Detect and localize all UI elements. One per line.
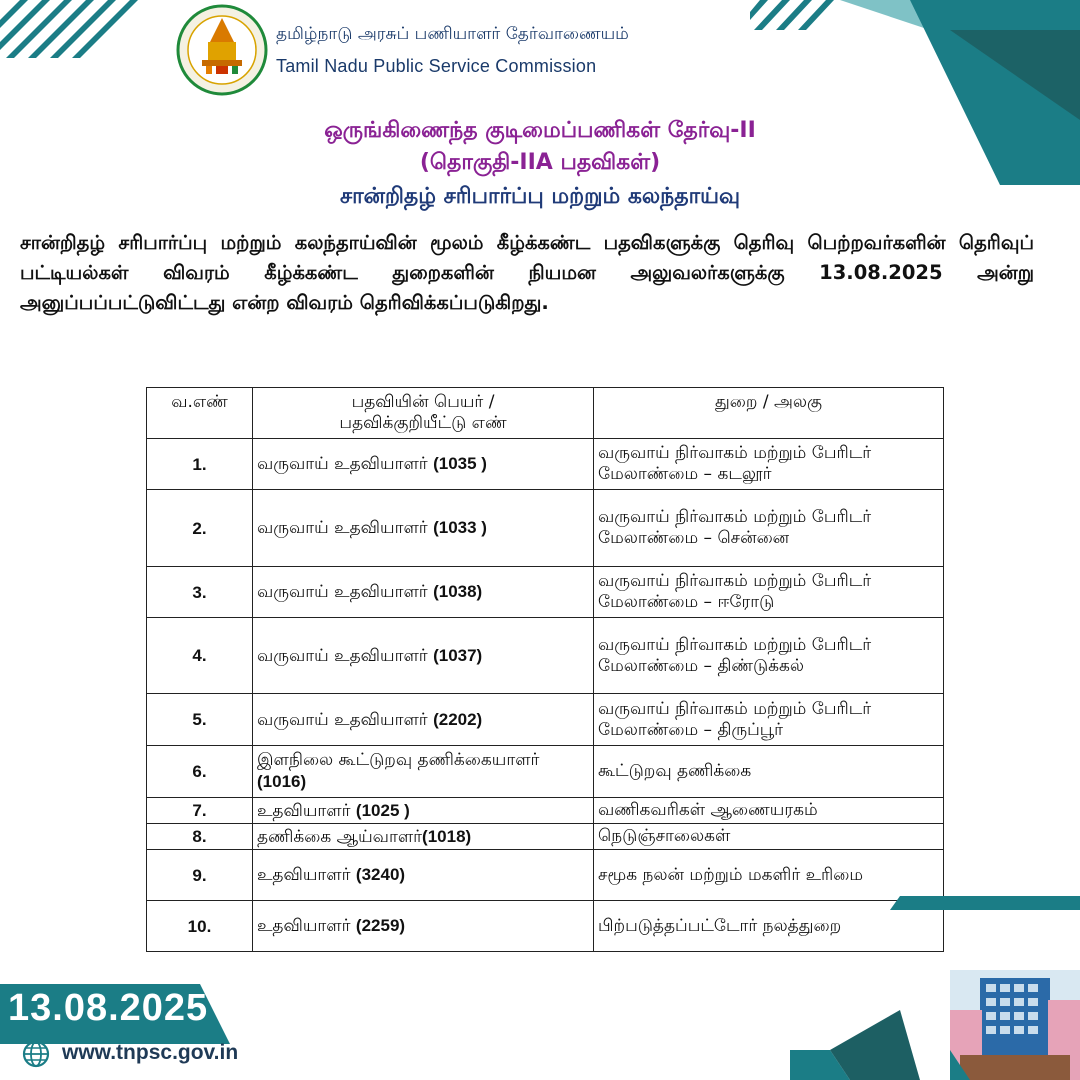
website-link[interactable]: www.tnpsc.gov.in [62,1041,239,1064]
top-left-stripes [0,0,150,70]
globe-icon [22,1040,50,1068]
footer-date: 13.08.2025 [8,987,209,1029]
table-row [147,567,944,618]
org-name-english: Tamil Nadu Public Service Commission [276,56,597,76]
table-row [147,490,944,567]
table-row [147,798,944,824]
table-header-row [147,388,944,439]
department: கூட்டுறவு தணிக்கை [594,746,944,798]
title-exam-name: ஒருங்கிணைந்த குடிமைப்பணிகள் தேர்வு-II [324,118,756,143]
department: நெடுஞ்சாலைகள் [594,824,944,850]
sl-no: 7. [147,798,253,824]
header-post-line2: பதவிக்குறியீட்டு எண் [339,413,507,433]
department: வருவாய் நிர்வாகம் மற்றும் பேரிடர் மேலாண்மை – திருப்பூர் [594,694,944,746]
sl-no: 2. [147,490,253,567]
post-name: உதவியாளர் (2259) [253,901,594,952]
sl-no: 5. [147,694,253,746]
table-row [147,824,944,850]
department: வருவாய் நிர்வாகம் மற்றும் பேரிடர் மேலாண்மை – சென்னை [594,490,944,567]
department: வருவாய் நிர்வாகம் மற்றும் பேரிடர் மேலாண்மை – திண்டுக்கல் [594,618,944,694]
posts-table [146,387,944,952]
post-name: வருவாய் உதவியாளர் (1038) [253,567,594,618]
sl-no: 3. [147,567,253,618]
table-row [147,618,944,694]
sl-no: 1. [147,439,253,490]
department: பிற்படுத்தப்பட்டோர் நலத்துறை [594,901,944,952]
header-department: துறை / அலகு [594,388,944,439]
sl-no: 4. [147,618,253,694]
post-name: உதவியாளர் (1025 ) [253,798,594,824]
post-name: தணிக்கை ஆய்வாளர்(1018) [253,824,594,850]
department: வருவாய் நிர்வாகம் மற்றும் பேரிடர் மேலாண்மை – ஈரோடு [594,567,944,618]
post-name: வருவாய் உதவியாளர் (1033 ) [253,490,594,567]
table-row [147,439,944,490]
header-post-name [253,388,594,439]
table-row [147,746,944,798]
title-group: (தொகுதி-IIA பதவிகள்) [419,150,661,175]
header-sl-no: வ.எண் [147,388,253,439]
sl-no: 10. [147,901,253,952]
table-row [147,694,944,746]
building-photo [950,970,1080,1080]
tnpsc-emblem-logo [176,4,268,96]
title-counselling: சான்றிதழ் சரிபார்ப்பு மற்றும் கலந்தாய்வு [339,184,741,209]
org-name-tamil: தமிழ்நாடு அரசுப் பணியாளர் தேர்வாணையம் [276,24,629,44]
post-name: இளநிலை கூட்டுறவு தணிக்கையாளர் (1016) [253,746,594,798]
announcement-paragraph: சான்றிதழ் சரிபார்ப்பு மற்றும் கலந்தாய்வின் மூலம் கீழ்க்கண்ட பதவிகளுக்கு தெரிவு பெற்றவர்களின் தெரிவுப் பட்டியல்கள் விவரம் கீழ்க்கண்ட துறைகளின் நியமன அலுவலர்களுக்கு 13.08.2025 அன்று அனுப்பப்பட்டுவிட்டது என்ற விவரம் தெரிவிக்கப்படுகிறது. [20,231,1034,314]
sl-no: 6. [147,746,253,798]
post-name: வருவாய் உதவியாளர் (1035 ) [253,439,594,490]
post-name: வருவாய் உதவியாளர் (2202) [253,694,594,746]
department: வருவாய் நிர்வாகம் மற்றும் பேரிடர் மேலாண்மை – கடலூர் [594,439,944,490]
post-name: வருவாய் உதவியாளர் (1037) [253,618,594,694]
sl-no: 8. [147,824,253,850]
department: வணிகவரிகள் ஆணையரகம் [594,798,944,824]
department: சமூக நலன் மற்றும் மகளிர் உரிமை [594,850,944,901]
post-name: உதவியாளர் (3240) [253,850,594,901]
sl-no: 9. [147,850,253,901]
header-post-line1: பதவியின் பெயர் / [351,392,495,412]
